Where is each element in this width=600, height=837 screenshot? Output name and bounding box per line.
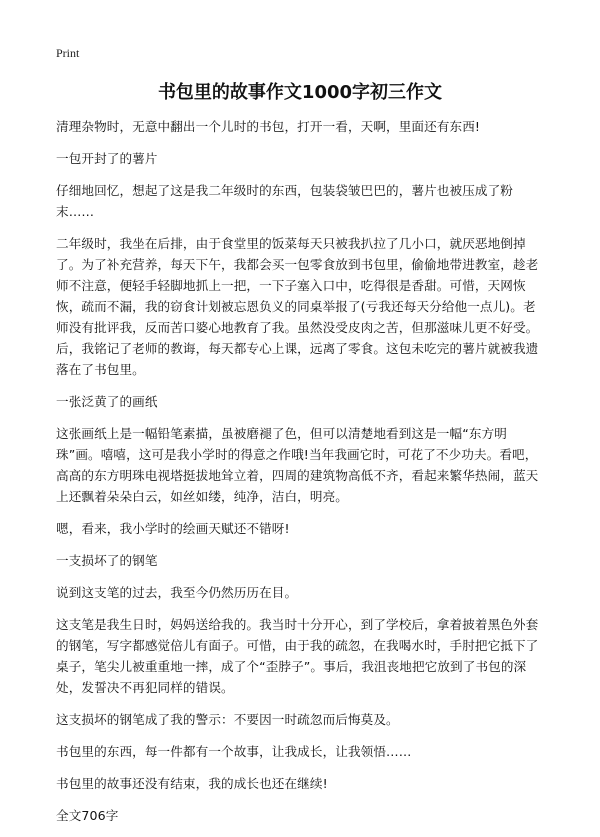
drawing-comment-paragraph: 嗯，看来，我小学时的绘画天赋还不错呀! bbox=[56, 521, 290, 536]
pen-intro-paragraph: 说到这支笔的过去，我至今仍然历历在目。 bbox=[56, 585, 298, 600]
section-heading-chips: 一包开封了的薯片 bbox=[56, 151, 158, 166]
pen-lesson-paragraph: 这支损坏的钢笔成了我的警示：不要因一时疏忽而后悔莫及。 bbox=[56, 712, 399, 727]
intro-paragraph: 清理杂物时，无意中翻出一个儿时的书包，打开一看，天啊，里面还有东西! bbox=[56, 119, 481, 134]
section-heading-pen: 一支损坏了的钢笔 bbox=[56, 553, 158, 568]
pen-story-paragraph: 这支笔是我生日时，妈妈送给我的。我当时十分开心，到了学校后，拿着披着黑色外套的钢笔，写字都感觉倍儿有面子。可惜，由于我的疏忽，在我喝水时，手肘把它抵下了桌子，笔尖儿被重重地一摔，成了个“歪脖子”。事后，我沮丧地把它放到了书包的深处，发誓决不再犯同样的错误。 bbox=[56, 617, 539, 695]
page-title: 书包里的故事作文1000字初三作文 bbox=[157, 82, 443, 103]
print-link[interactable]: Print bbox=[56, 46, 80, 60]
chips-recall-paragraph: 仔细地回忆，想起了这是我二年级时的东西，包装袋皱巴巴的，薯片也被压成了粉末…… bbox=[56, 183, 513, 219]
word-count: 全文706字 bbox=[56, 808, 119, 823]
drawing-description-paragraph: 这张画纸上是一幅铅笔素描，虽被磨褪了色，但可以清楚地看到这是一幅“东方明珠”画。嘻嘻，这可是我小学时的得意之作哦!当年我画它时，可花了不少功夫。看吧，高高的东方明珠电视塔挺拔地耸立着，四周的建筑物高低不齐，看起来繁华热闹，蓝天上还飘着朵朵白云，如丝如缕，纯净，洁白，明亮。 bbox=[56, 426, 539, 504]
conclusion-paragraph: 书包里的东西，每一件都有一个故事，让我成长，让我领悟…… bbox=[56, 744, 412, 759]
chips-story-paragraph: 二年级时，我坐在后排，由于食堂里的饭菜每天只被我扒拉了几小口，就厌恶地倒掉了。为了补充营养，每天下午，我都会买一包零食放到书包里，偷偷地带进教室，趁老师不注意，便轻手轻脚地抓上一把，一下子塞入口中，吃得很是香甜。可惜，天网恢恢，疏而不漏，我的窃食计划被忘恩负义的同桌举报了(亏我还每天分给他一点儿)。老师没有批评我，反而苦口婆心地教育了我。虽然没受皮肉之苦，但那滋味儿更不好受。后，我铭记了老师的教诲，每天都专心上课，远离了零食。这包未吃完的薯片就被我遗落在了书包里。 bbox=[56, 236, 539, 377]
closing-paragraph: 书包里的故事还没有结束，我的成长也还在继续! bbox=[56, 776, 328, 791]
section-heading-drawing: 一张泛黄了的画纸 bbox=[56, 394, 158, 409]
article-body bbox=[56, 116, 548, 837]
